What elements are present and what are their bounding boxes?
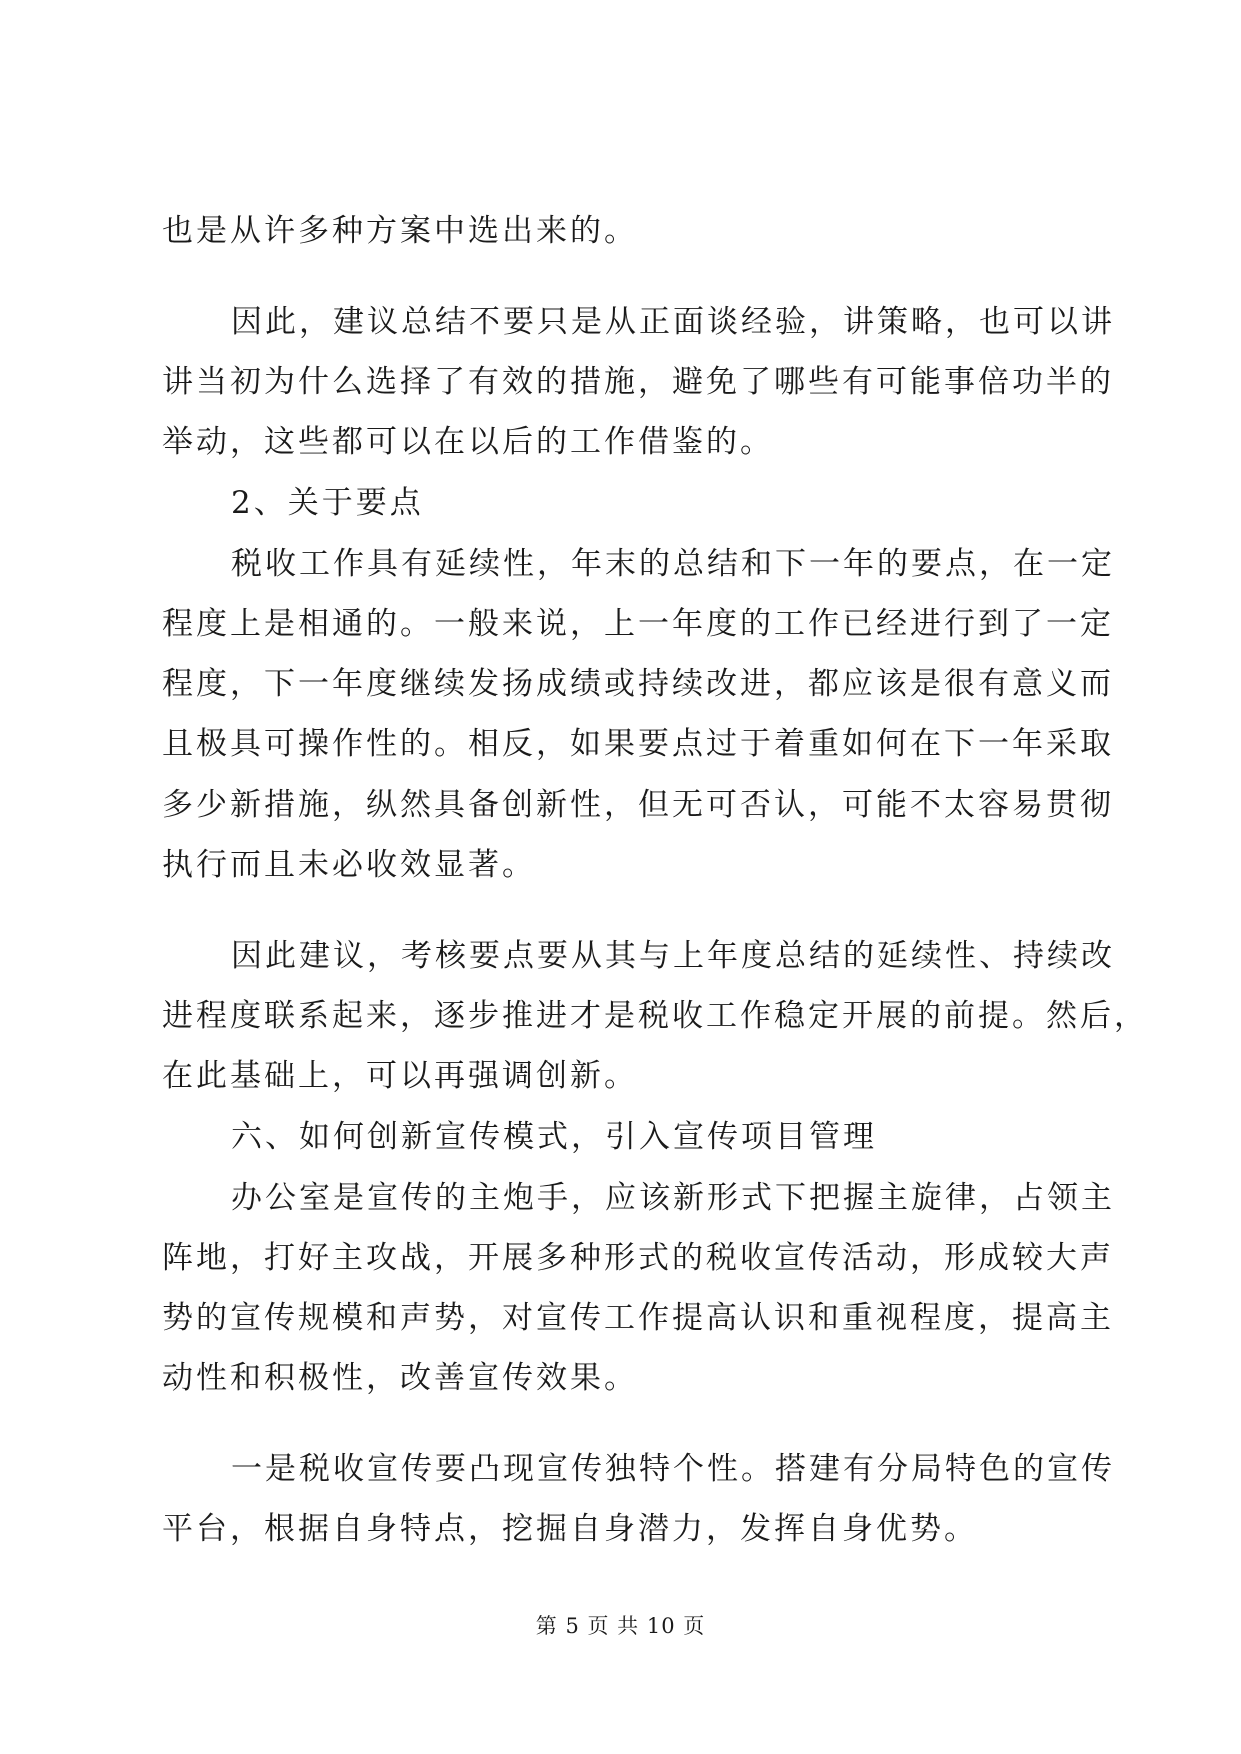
- page-number-footer: 第 5 页 共 10 页: [535, 1614, 706, 1638]
- text-line: 讲当初为什么选择了有效的措施，避免了哪些有可能事倍功半的: [162, 364, 1114, 400]
- text-line: 在此基础上，可以再强调创新。: [162, 1058, 638, 1094]
- text-line: 程度上是相通的。一般来说，上一年度的工作已经进行到了一定: [162, 606, 1114, 642]
- text-line: 势的宣传规模和声势，对宣传工作提高认识和重视程度，提高主: [162, 1300, 1114, 1336]
- text-line: 因此，建议总结不要只是从正面谈经验，讲策略，也可以讲: [231, 304, 1115, 340]
- text-line: 因此建议，考核要点要从其与上年度总结的延续性、持续改: [231, 938, 1115, 974]
- text-line: 办公室是宣传的主炮手，应该新形式下把握主旋律，占领主: [231, 1180, 1115, 1216]
- text-line: 执行而且未必收效显著。: [162, 847, 536, 883]
- text-line: 税收工作具有延续性，年末的总结和下一年的要点，在一定: [231, 546, 1115, 582]
- text-line: 进程度联系起来，逐步推进才是税收工作稳定开展的前提。然后，: [162, 998, 1148, 1034]
- text-line: 也是从许多种方案中选出来的。: [162, 213, 638, 249]
- section-heading: 2、关于要点: [231, 485, 424, 521]
- text-line: 一是税收宣传要凸现宣传独特个性。搭建有分局特色的宣传: [231, 1451, 1115, 1487]
- text-line: 程度，下一年度继续发扬成绩或持续改进，都应该是很有意义而: [162, 666, 1114, 702]
- text-line: 多少新措施，纵然具备创新性，但无可否认，可能不太容易贯彻: [162, 787, 1114, 823]
- text-line: 阵地，打好主攻战，开展多种形式的税收宣传活动，形成较大声: [162, 1240, 1114, 1276]
- text-line: 动性和积极性，改善宣传效果。: [162, 1360, 638, 1396]
- text-line: 举动，这些都可以在以后的工作借鉴的。: [162, 424, 774, 460]
- text-line: 且极具可操作性的。相反，如果要点过于着重如何在下一年采取: [162, 726, 1114, 762]
- text-line: 平台，根据自身特点，挖掘自身潜力，发挥自身优势。: [162, 1511, 978, 1547]
- section-heading: 六、如何创新宣传模式，引入宣传项目管理: [231, 1119, 877, 1155]
